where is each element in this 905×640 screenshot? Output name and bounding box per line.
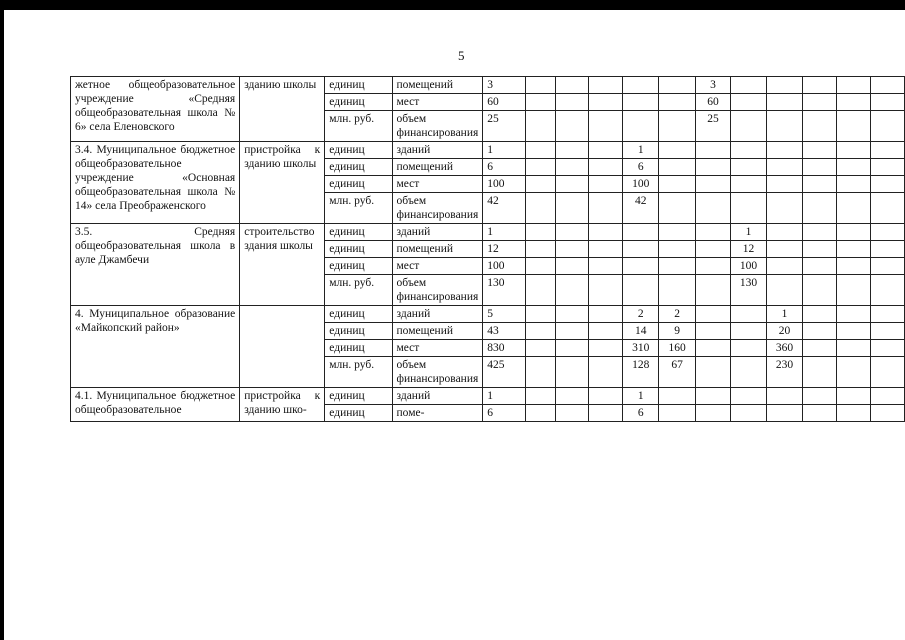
object-name-cell: 4. Муниципальное образование «Майкопский район» bbox=[71, 306, 240, 388]
work-type-cell: зданию школы bbox=[240, 77, 325, 142]
unit-cell: единиц bbox=[325, 306, 392, 323]
unit-cell: единиц bbox=[325, 159, 392, 176]
value-cell bbox=[766, 77, 802, 94]
value-cell bbox=[526, 340, 556, 357]
value-cell: 100 bbox=[623, 176, 659, 193]
value-cell bbox=[526, 258, 556, 275]
total-value-cell: 130 bbox=[483, 275, 526, 306]
object-name-cell: 4.1. Муниципальное бюджетное общеобразовательное bbox=[71, 388, 240, 422]
value-cell bbox=[695, 275, 731, 306]
value-cell bbox=[623, 275, 659, 306]
value-cell bbox=[837, 159, 871, 176]
value-cell bbox=[589, 94, 623, 111]
value-cell bbox=[837, 111, 871, 142]
value-cell bbox=[731, 176, 766, 193]
value-cell bbox=[870, 388, 904, 405]
value-cell bbox=[870, 340, 904, 357]
table-row bbox=[71, 142, 905, 159]
value-cell bbox=[556, 340, 589, 357]
value-cell bbox=[766, 258, 802, 275]
value-cell bbox=[695, 142, 731, 159]
value-cell: 2 bbox=[623, 306, 659, 323]
value-cell bbox=[837, 340, 871, 357]
value-cell bbox=[766, 142, 802, 159]
indicator-cell: помещений bbox=[392, 77, 483, 94]
value-cell bbox=[526, 111, 556, 142]
value-cell: 100 bbox=[731, 258, 766, 275]
total-value-cell: 60 bbox=[483, 94, 526, 111]
value-cell: 2 bbox=[659, 306, 695, 323]
work-type-cell: пристройка к зданию шко- bbox=[240, 388, 325, 422]
value-cell bbox=[731, 357, 766, 388]
value-cell bbox=[659, 405, 695, 422]
value-cell bbox=[731, 142, 766, 159]
table-row bbox=[71, 224, 905, 241]
value-cell bbox=[659, 258, 695, 275]
value-cell bbox=[695, 388, 731, 405]
object-name-cell: 3.4. Муниципальное бюджетное общеобразовательное учреждение «Основная общеобразовательная школа № 14» села Преображенского bbox=[71, 142, 240, 224]
value-cell bbox=[870, 224, 904, 241]
value-cell bbox=[803, 388, 837, 405]
unit-cell: единиц bbox=[325, 388, 392, 405]
value-cell bbox=[870, 357, 904, 388]
value-cell bbox=[659, 241, 695, 258]
value-cell bbox=[803, 142, 837, 159]
table-row bbox=[71, 388, 905, 405]
unit-cell: млн. руб. bbox=[325, 357, 392, 388]
indicator-cell: объем финансирования bbox=[392, 193, 483, 224]
value-cell bbox=[695, 176, 731, 193]
value-cell bbox=[803, 340, 837, 357]
value-cell bbox=[589, 77, 623, 94]
value-cell bbox=[837, 275, 871, 306]
value-cell bbox=[870, 111, 904, 142]
value-cell bbox=[695, 340, 731, 357]
value-cell bbox=[870, 176, 904, 193]
value-cell bbox=[731, 111, 766, 142]
value-cell bbox=[803, 306, 837, 323]
value-cell bbox=[766, 275, 802, 306]
total-value-cell: 5 bbox=[483, 306, 526, 323]
value-cell bbox=[623, 94, 659, 111]
object-name-cell: жетное общеобразовательное учреждение «Средняя общеобразовательная школа № 6» села Еленовского bbox=[71, 77, 240, 142]
value-cell bbox=[837, 224, 871, 241]
indicator-cell: мест bbox=[392, 176, 483, 193]
value-cell bbox=[870, 94, 904, 111]
value-cell bbox=[731, 94, 766, 111]
total-value-cell: 425 bbox=[483, 357, 526, 388]
value-cell bbox=[556, 176, 589, 193]
value-cell bbox=[556, 241, 589, 258]
value-cell bbox=[556, 323, 589, 340]
value-cell: 6 bbox=[623, 405, 659, 422]
value-cell bbox=[589, 388, 623, 405]
value-cell bbox=[526, 176, 556, 193]
indicator-cell: зданий bbox=[392, 388, 483, 405]
work-type-cell: пристройка к зданию школы bbox=[240, 142, 325, 224]
value-cell bbox=[526, 323, 556, 340]
indicator-cell: помещений bbox=[392, 159, 483, 176]
value-cell bbox=[837, 388, 871, 405]
value-cell: 6 bbox=[623, 159, 659, 176]
value-cell bbox=[837, 258, 871, 275]
value-cell bbox=[659, 224, 695, 241]
value-cell bbox=[623, 111, 659, 142]
value-cell bbox=[870, 241, 904, 258]
value-cell bbox=[695, 258, 731, 275]
value-cell: 1 bbox=[731, 224, 766, 241]
value-cell bbox=[623, 258, 659, 275]
value-cell bbox=[803, 275, 837, 306]
total-value-cell: 42 bbox=[483, 193, 526, 224]
value-cell bbox=[589, 323, 623, 340]
value-cell bbox=[731, 193, 766, 224]
value-cell bbox=[659, 193, 695, 224]
value-cell bbox=[870, 306, 904, 323]
value-cell bbox=[659, 111, 695, 142]
value-cell bbox=[526, 193, 556, 224]
indicator-cell: мест bbox=[392, 340, 483, 357]
total-value-cell: 6 bbox=[483, 159, 526, 176]
value-cell bbox=[526, 405, 556, 422]
unit-cell: единиц bbox=[325, 176, 392, 193]
unit-cell: млн. руб. bbox=[325, 275, 392, 306]
value-cell: 60 bbox=[695, 94, 731, 111]
value-cell bbox=[526, 159, 556, 176]
value-cell bbox=[589, 405, 623, 422]
unit-cell: млн. руб. bbox=[325, 111, 392, 142]
value-cell bbox=[556, 224, 589, 241]
value-cell bbox=[803, 241, 837, 258]
value-cell bbox=[837, 94, 871, 111]
value-cell bbox=[766, 94, 802, 111]
value-cell bbox=[659, 142, 695, 159]
work-type-cell: строительство здания школы bbox=[240, 224, 325, 306]
value-cell: 20 bbox=[766, 323, 802, 340]
value-cell bbox=[837, 405, 871, 422]
indicator-cell: поме- bbox=[392, 405, 483, 422]
value-cell bbox=[837, 306, 871, 323]
value-cell bbox=[556, 77, 589, 94]
value-cell bbox=[659, 388, 695, 405]
value-cell bbox=[870, 323, 904, 340]
value-cell bbox=[659, 159, 695, 176]
value-cell bbox=[837, 323, 871, 340]
total-value-cell: 100 bbox=[483, 258, 526, 275]
value-cell bbox=[556, 142, 589, 159]
value-cell bbox=[556, 405, 589, 422]
value-cell bbox=[766, 405, 802, 422]
value-cell bbox=[556, 94, 589, 111]
value-cell bbox=[870, 77, 904, 94]
value-cell bbox=[837, 77, 871, 94]
value-cell bbox=[526, 357, 556, 388]
program-table bbox=[70, 76, 905, 422]
value-cell: 128 bbox=[623, 357, 659, 388]
value-cell: 14 bbox=[623, 323, 659, 340]
value-cell bbox=[870, 159, 904, 176]
value-cell bbox=[556, 306, 589, 323]
unit-cell: единиц bbox=[325, 94, 392, 111]
value-cell bbox=[695, 405, 731, 422]
value-cell bbox=[623, 77, 659, 94]
value-cell bbox=[589, 258, 623, 275]
unit-cell: млн. руб. bbox=[325, 193, 392, 224]
value-cell: 130 bbox=[731, 275, 766, 306]
indicator-cell: зданий bbox=[392, 224, 483, 241]
value-cell bbox=[695, 306, 731, 323]
value-cell: 67 bbox=[659, 357, 695, 388]
value-cell bbox=[731, 306, 766, 323]
value-cell bbox=[803, 357, 837, 388]
total-value-cell: 1 bbox=[483, 142, 526, 159]
value-cell bbox=[837, 357, 871, 388]
value-cell bbox=[589, 241, 623, 258]
total-value-cell: 43 bbox=[483, 323, 526, 340]
scan-top-border bbox=[0, 0, 905, 10]
value-cell bbox=[556, 388, 589, 405]
value-cell bbox=[766, 388, 802, 405]
value-cell bbox=[659, 176, 695, 193]
value-cell: 3 bbox=[695, 77, 731, 94]
value-cell bbox=[766, 111, 802, 142]
total-value-cell: 100 bbox=[483, 176, 526, 193]
value-cell bbox=[526, 306, 556, 323]
unit-cell: единиц bbox=[325, 77, 392, 94]
indicator-cell: объем финансирования bbox=[392, 357, 483, 388]
scan-left-border bbox=[0, 0, 4, 640]
value-cell bbox=[695, 241, 731, 258]
value-cell bbox=[803, 193, 837, 224]
value-cell: 1 bbox=[766, 306, 802, 323]
value-cell bbox=[870, 275, 904, 306]
total-value-cell: 3 bbox=[483, 77, 526, 94]
value-cell bbox=[556, 357, 589, 388]
table-row bbox=[71, 77, 905, 94]
indicator-cell: объем финансирования bbox=[392, 111, 483, 142]
value-cell bbox=[589, 193, 623, 224]
value-cell bbox=[695, 159, 731, 176]
indicator-cell: зданий bbox=[392, 142, 483, 159]
value-cell bbox=[556, 159, 589, 176]
value-cell bbox=[589, 306, 623, 323]
value-cell bbox=[731, 159, 766, 176]
unit-cell: единиц bbox=[325, 258, 392, 275]
value-cell bbox=[589, 111, 623, 142]
value-cell: 42 bbox=[623, 193, 659, 224]
value-cell bbox=[526, 241, 556, 258]
value-cell bbox=[837, 176, 871, 193]
value-cell bbox=[659, 77, 695, 94]
value-cell bbox=[623, 224, 659, 241]
value-cell bbox=[659, 275, 695, 306]
value-cell bbox=[556, 193, 589, 224]
value-cell bbox=[695, 357, 731, 388]
value-cell bbox=[659, 94, 695, 111]
value-cell: 1 bbox=[623, 142, 659, 159]
value-cell bbox=[695, 323, 731, 340]
value-cell bbox=[803, 176, 837, 193]
indicator-cell: мест bbox=[392, 94, 483, 111]
unit-cell: единиц bbox=[325, 340, 392, 357]
value-cell: 25 bbox=[695, 111, 731, 142]
total-value-cell: 830 bbox=[483, 340, 526, 357]
value-cell bbox=[803, 111, 837, 142]
value-cell: 12 bbox=[731, 241, 766, 258]
indicator-cell: помещений bbox=[392, 323, 483, 340]
value-cell bbox=[589, 142, 623, 159]
value-cell bbox=[589, 357, 623, 388]
value-cell bbox=[837, 193, 871, 224]
work-type-cell bbox=[240, 306, 325, 388]
unit-cell: единиц bbox=[325, 224, 392, 241]
value-cell bbox=[803, 77, 837, 94]
value-cell bbox=[803, 405, 837, 422]
value-cell: 160 bbox=[659, 340, 695, 357]
unit-cell: единиц bbox=[325, 142, 392, 159]
value-cell bbox=[803, 94, 837, 111]
value-cell bbox=[589, 224, 623, 241]
value-cell bbox=[803, 224, 837, 241]
value-cell: 9 bbox=[659, 323, 695, 340]
value-cell bbox=[589, 176, 623, 193]
value-cell: 310 bbox=[623, 340, 659, 357]
value-cell bbox=[837, 142, 871, 159]
value-cell bbox=[803, 159, 837, 176]
indicator-cell: помещений bbox=[392, 241, 483, 258]
total-value-cell: 25 bbox=[483, 111, 526, 142]
value-cell bbox=[526, 275, 556, 306]
value-cell bbox=[589, 340, 623, 357]
indicator-cell: объем финансирования bbox=[392, 275, 483, 306]
total-value-cell: 6 bbox=[483, 405, 526, 422]
value-cell bbox=[731, 340, 766, 357]
value-cell bbox=[870, 405, 904, 422]
value-cell bbox=[526, 388, 556, 405]
object-name-cell: 3.5. Средняя общеобразовательная школа в ауле Джамбечи bbox=[71, 224, 240, 306]
table-row bbox=[71, 306, 905, 323]
value-cell bbox=[589, 275, 623, 306]
unit-cell: единиц bbox=[325, 405, 392, 422]
value-cell bbox=[526, 77, 556, 94]
value-cell bbox=[526, 142, 556, 159]
value-cell bbox=[556, 275, 589, 306]
total-value-cell: 12 bbox=[483, 241, 526, 258]
value-cell bbox=[803, 323, 837, 340]
value-cell bbox=[870, 142, 904, 159]
value-cell bbox=[589, 159, 623, 176]
value-cell bbox=[803, 258, 837, 275]
value-cell bbox=[695, 224, 731, 241]
value-cell bbox=[556, 258, 589, 275]
value-cell bbox=[870, 258, 904, 275]
value-cell bbox=[837, 241, 871, 258]
value-cell bbox=[623, 241, 659, 258]
value-cell bbox=[695, 193, 731, 224]
value-cell: 1 bbox=[623, 388, 659, 405]
value-cell bbox=[766, 224, 802, 241]
value-cell bbox=[731, 388, 766, 405]
value-cell bbox=[766, 193, 802, 224]
value-cell bbox=[526, 224, 556, 241]
total-value-cell: 1 bbox=[483, 224, 526, 241]
value-cell bbox=[731, 323, 766, 340]
value-cell: 230 bbox=[766, 357, 802, 388]
value-cell bbox=[526, 94, 556, 111]
value-cell bbox=[766, 176, 802, 193]
value-cell: 360 bbox=[766, 340, 802, 357]
unit-cell: единиц bbox=[325, 323, 392, 340]
value-cell bbox=[870, 193, 904, 224]
indicator-cell: зданий bbox=[392, 306, 483, 323]
page-number: 5 bbox=[458, 48, 465, 63]
value-cell bbox=[766, 159, 802, 176]
value-cell bbox=[556, 111, 589, 142]
value-cell bbox=[731, 405, 766, 422]
total-value-cell: 1 bbox=[483, 388, 526, 405]
unit-cell: единиц bbox=[325, 241, 392, 258]
value-cell bbox=[731, 77, 766, 94]
indicator-cell: мест bbox=[392, 258, 483, 275]
value-cell bbox=[766, 241, 802, 258]
